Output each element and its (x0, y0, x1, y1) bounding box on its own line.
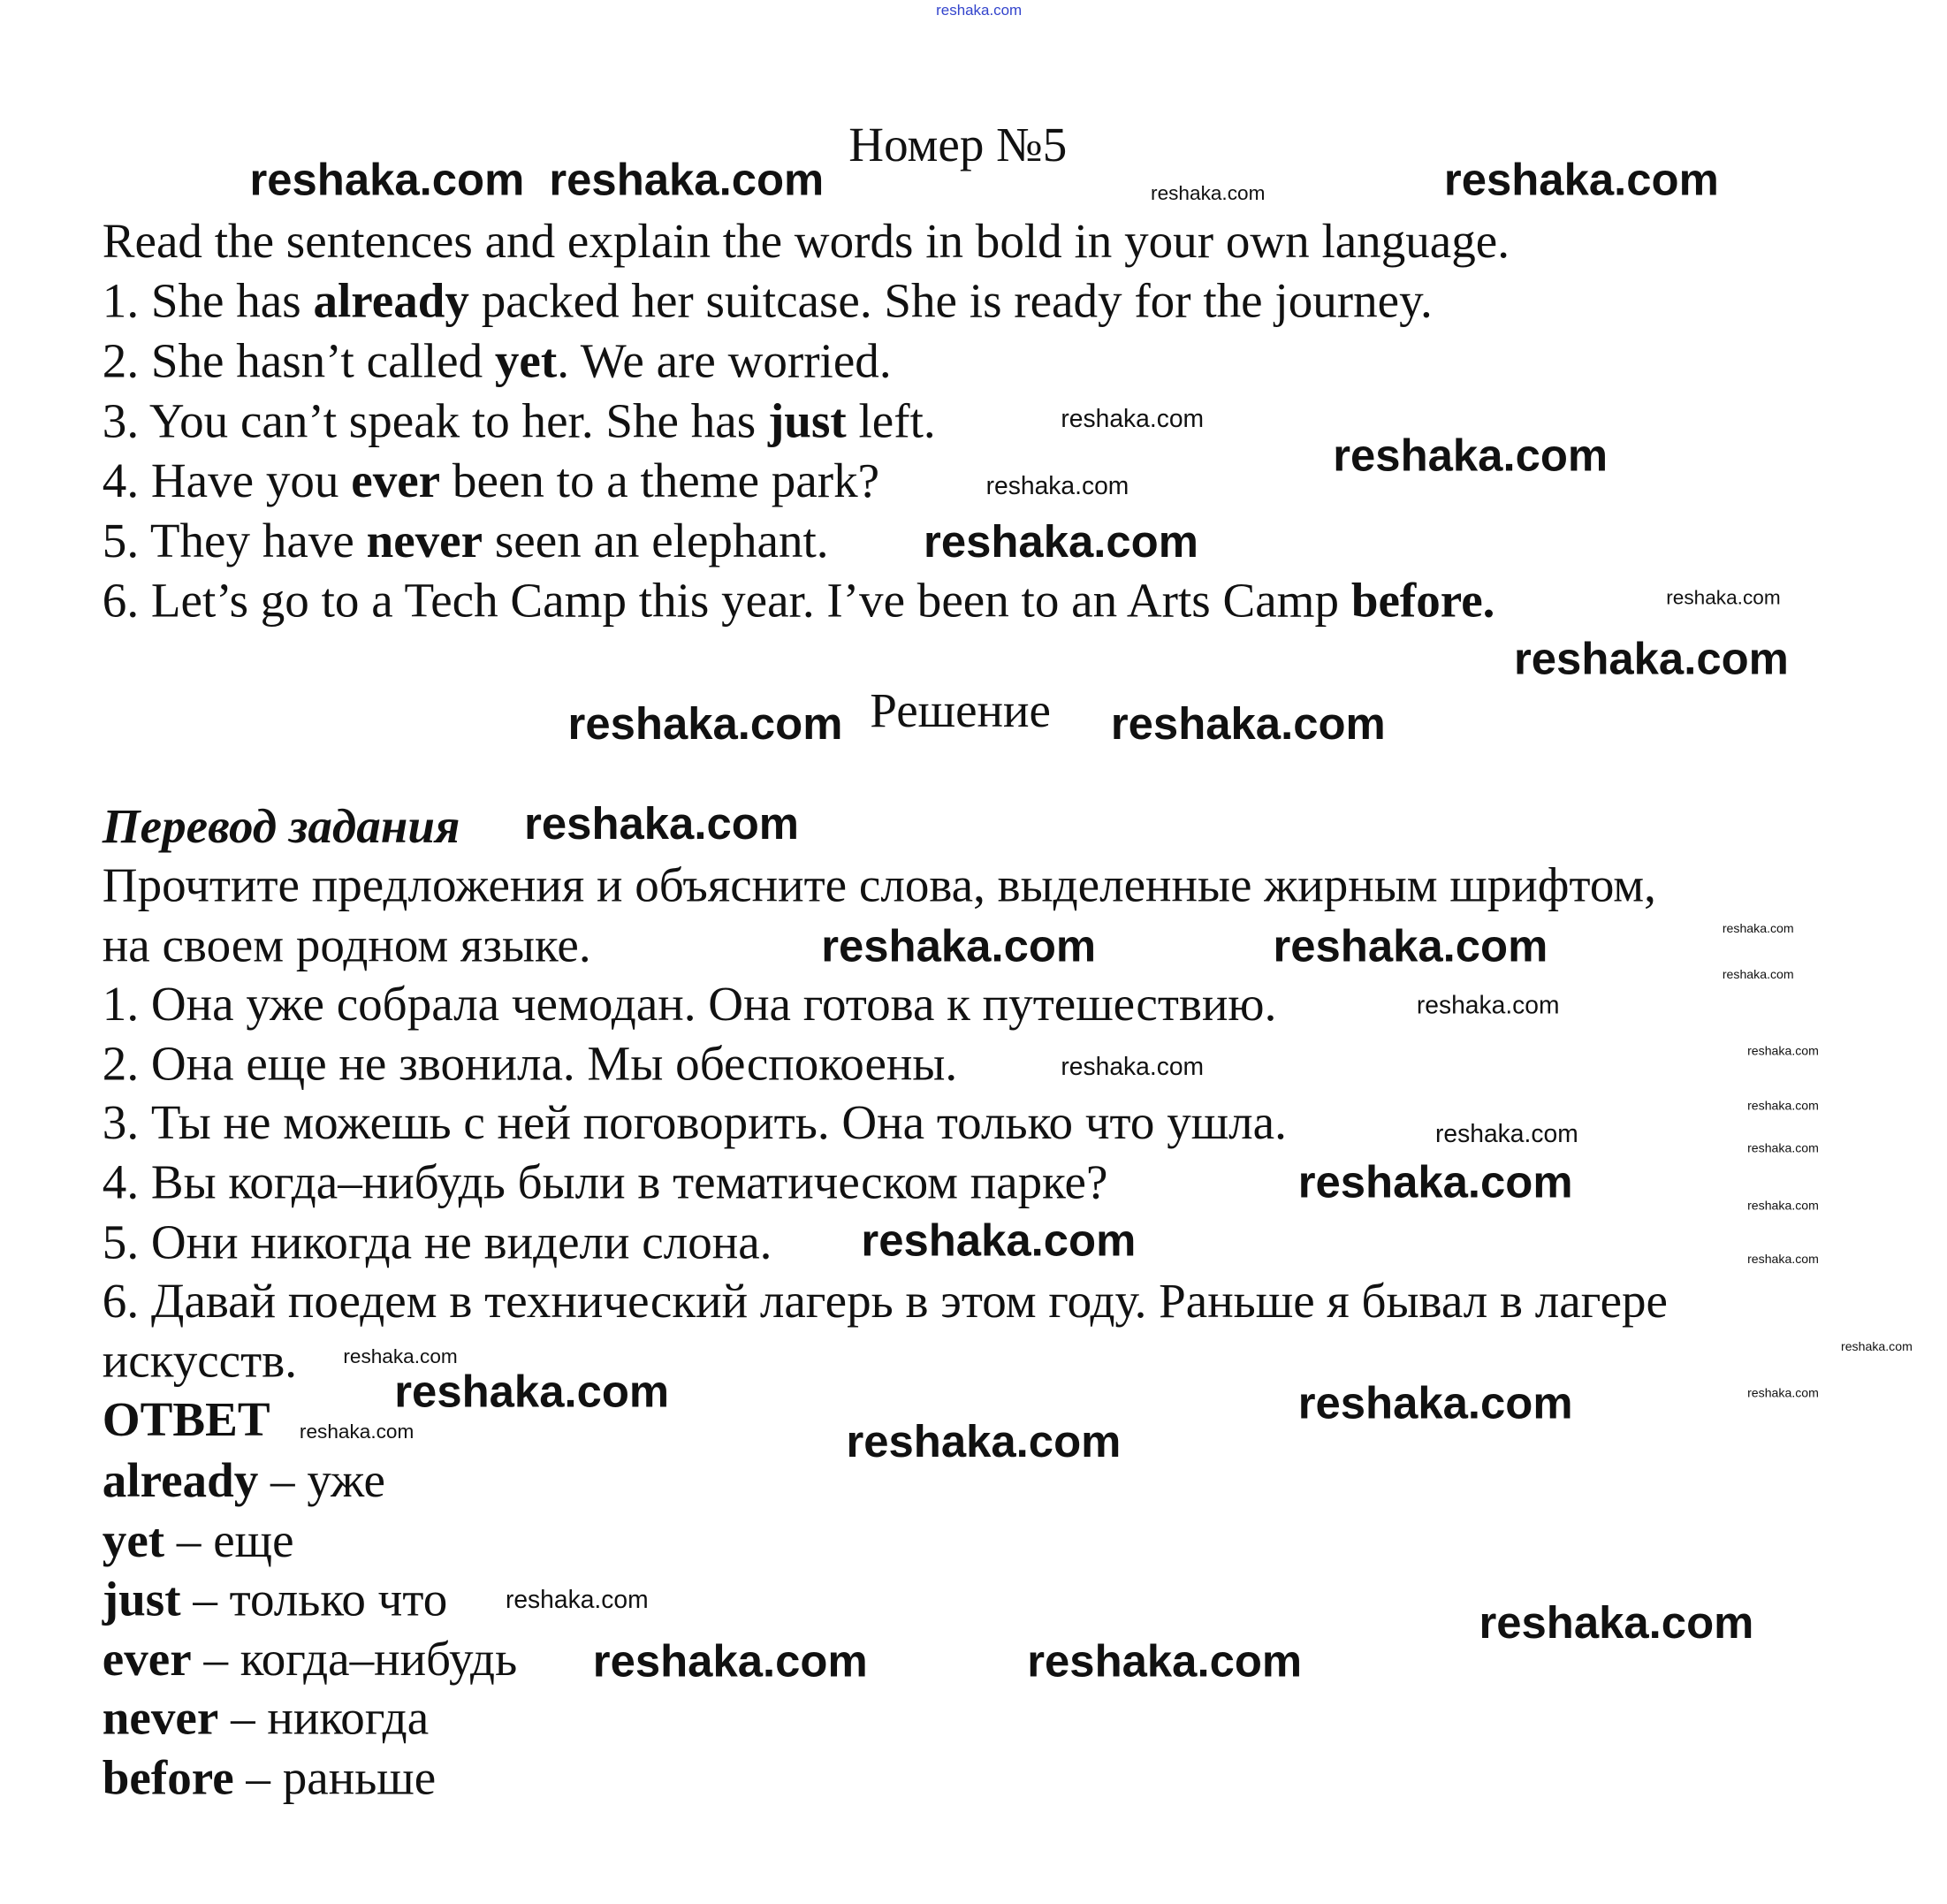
translation-line: 5. Они никогда не видели слона. (102, 1215, 772, 1269)
watermark: reshaka.com (1416, 992, 1560, 1020)
translation-line: 4. Вы когда–нибудь были в тематическом парке? (102, 1155, 1108, 1210)
translation-line: искусств. (102, 1334, 297, 1389)
task-sentence (103, 392, 936, 452)
page-title: Номер №5 (848, 118, 1068, 172)
watermark: reshaka.com (821, 919, 1097, 971)
task-sentence (103, 332, 892, 392)
watermark: reshaka.com (592, 1634, 868, 1687)
sentence-text: 4. Have you (102, 454, 352, 508)
sentence-text: left. (846, 394, 936, 448)
watermark: reshaka.com (1747, 1100, 1819, 1114)
answer-word: ever (102, 1632, 192, 1687)
watermark: reshaka.com (936, 1, 1023, 19)
translation-line: 3. Ты не можешь с ней поговорить. Она только что ушла. (102, 1096, 1287, 1151)
bold-word: ever (351, 454, 441, 508)
watermark: reshaka.com (1297, 1155, 1573, 1207)
solution-heading: Решение (870, 683, 1051, 738)
bold-word: already (313, 274, 469, 329)
watermark: reshaka.com (924, 515, 1198, 567)
answer-item (103, 1748, 436, 1809)
answer-item (103, 1451, 385, 1512)
bold-word: yet (494, 334, 558, 389)
answer-item (103, 1689, 429, 1749)
watermark: reshaka.com (1443, 153, 1719, 205)
task-sentence (103, 272, 1433, 332)
answer-meaning: – когда–нибудь (191, 1632, 518, 1687)
sentence-text: 5. They have (102, 514, 367, 568)
watermark: reshaka.com (1666, 588, 1781, 610)
sentence-text: packed her suitcase. She is ready for the journey. (468, 274, 1433, 329)
task-sentence (103, 452, 879, 512)
watermark: reshaka.com (524, 797, 800, 849)
answer-word: already (102, 1454, 259, 1508)
watermark: reshaka.com (299, 1421, 414, 1443)
answer-word: never (102, 1692, 219, 1746)
watermark: reshaka.com (1061, 1053, 1205, 1081)
bold-word: never (366, 514, 483, 568)
answer-meaning: – уже (258, 1454, 385, 1508)
answer-meaning: – еще (164, 1513, 294, 1568)
answer-item (103, 1571, 447, 1631)
watermark: reshaka.com (1273, 919, 1548, 971)
watermark: reshaka.com (1747, 1253, 1819, 1268)
watermark: reshaka.com (1722, 922, 1794, 937)
sentence-text: 6. Let’s go to a Tech Camp this year. I’ve been to an Arts Camp (102, 574, 1351, 628)
sentence-text: seen an elephant. (483, 514, 829, 568)
watermark: reshaka.com (1747, 1386, 1819, 1401)
watermark: reshaka.com (1840, 1340, 1913, 1355)
watermark: reshaka.com (1747, 1200, 1819, 1214)
watermark: reshaka.com (1027, 1634, 1303, 1687)
answer-word: just (102, 1573, 181, 1627)
watermark: reshaka.com (1747, 1045, 1819, 1059)
watermark: reshaka.com (249, 153, 525, 205)
answer-meaning: – никогда (218, 1692, 430, 1746)
answer-meaning: – только что (180, 1573, 448, 1627)
translation-line: Прочтите предложения и объясните слова, выделенные жирным шрифтом, (102, 858, 1656, 913)
translation-heading: Перевод задания (102, 800, 460, 854)
watermark: reshaka.com (1513, 632, 1789, 684)
watermark: reshaka.com (1747, 1142, 1819, 1156)
translation-line: 1. Она уже собрала чемодан. Она готова к путешествию. (102, 978, 1277, 1032)
watermark: reshaka.com (846, 1415, 1122, 1467)
answer-item (103, 1512, 294, 1572)
watermark: reshaka.com (1722, 968, 1794, 983)
translation-line: 2. Она еще не звонила. Мы обеспокоены. (102, 1037, 958, 1091)
answer-word: before (102, 1751, 234, 1806)
sentence-text: . We are worried. (557, 334, 892, 389)
watermark: reshaka.com (549, 153, 825, 205)
watermark: reshaka.com (394, 1365, 670, 1417)
translation-line: 6. Давай поедем в технический лагерь в этом году. Раньше я бывал в лагере (102, 1275, 1669, 1329)
answer-item (103, 1630, 517, 1690)
sentence-text: 2. She hasn’t called (102, 334, 495, 389)
answer-meaning: – раньше (233, 1751, 437, 1806)
answer-heading: ОТВЕТ (102, 1393, 270, 1447)
translation-line: на своем родном языке. (102, 918, 591, 972)
watermark: reshaka.com (1151, 183, 1266, 205)
bold-word: just (767, 394, 847, 448)
answer-word: yet (102, 1513, 165, 1568)
watermark: reshaka.com (1435, 1121, 1578, 1149)
watermark: reshaka.com (1061, 405, 1205, 434)
watermark: reshaka.com (343, 1346, 458, 1368)
watermark: reshaka.com (1110, 697, 1386, 750)
watermark: reshaka.com (1479, 1596, 1754, 1649)
watermark: reshaka.com (505, 1586, 649, 1614)
task-instruction: Read the sentences and explain the words in bold in your own language. (102, 214, 1510, 269)
sentence-text: been to a theme park? (440, 454, 880, 508)
sentence-text: 1. She has (102, 274, 314, 329)
bold-word: before. (1350, 574, 1495, 628)
watermark: reshaka.com (567, 697, 843, 750)
watermark: reshaka.com (861, 1215, 1137, 1266)
watermark: reshaka.com (985, 473, 1129, 501)
watermark: reshaka.com (1297, 1376, 1573, 1428)
task-sentence (103, 512, 829, 572)
watermark: reshaka.com (1333, 429, 1609, 481)
task-sentence (103, 572, 1495, 632)
sentence-text: 3. You can’t speak to her. She has (102, 394, 768, 448)
